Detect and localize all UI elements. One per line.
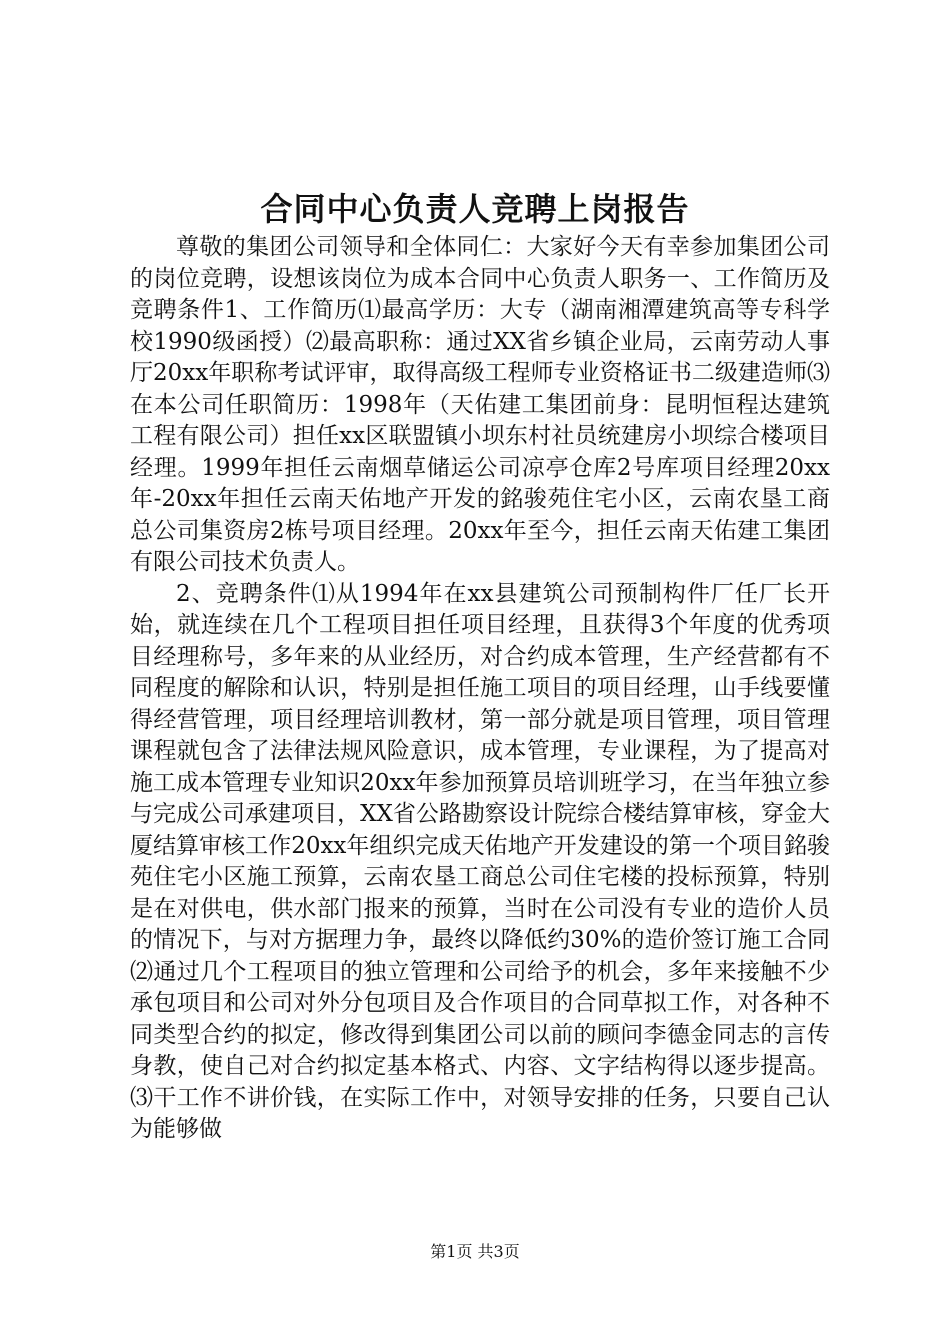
paragraph-qualifications: 2、竞聘条件⑴从1994年在xx县建筑公司预制构件厂任厂长开始，就连续在几个工程项目担任项目经理，且获得3个年度的优秀项目经理称号，多年来的从业经历，对合约成本管理，生产经营都有不同程度的解除和认识，特别是担任施工项目的项目经理，山手线要懂得经营管理，项目经理培训教材，第一部分就是项目管理，项目管理课程就包含了法律法规风险意识，成本管理，专业课程，为了提高对施工成本管理专业知识20xx年参加预算员培训班学习，在当年独立参与完成公司承建项目，XX省公路勘察设计院综合楼结算审核，穿金大厦结算审核工作20xx年组织完成天佑地产开发建设的第一个项目銘骏苑住宅小区施工预算，云南农垦工商总公司住宅楼的投标预算，特别是在对供电，供水部门报来的预算，当时在公司没有专业的造价人员的情况下，与对方据理力争，最终以降低约30%的造价签订施工合同⑵通过几个工程项目的独立管理和公司给予的机会，多年来接触不少承包项目和公司对外分包项目及合作项目的合同草拟工作，对各种不同类型合约的拟定，修改得到集团公司以前的顾问李德金同志的言传身教，使自己对合约拟定基本格式、内容、文字结构得以逐步提高。⑶干工作不讲价钱，在实际工作中，对领导安排的任务，只要自己认为能够做 [130,580,830,1142]
document-title: 合同中心负责人竞聘上岗报告 [260,190,690,228]
document-body [130,232,830,1146]
page-number-footer: 第1页 共3页 [430,1242,520,1261]
paragraph-work-history: 尊敬的集团公司领导和全体同仁：大家好今天有幸参加集团公司的岗位竞聘，设想该岗位为成本合同中心负责人职务一、工作简历及竞聘条件1、工作简历⑴最高学历：大专（湖南湘潭建筑高等专科学校1990级函授）⑵最高职称：通过XX省乡镇企业局，云南劳动人事厅20xx年职称考试评审，取得高级工程师专业资格证书二级建造师⑶在本公司任职简历：1998年（天佑建工集团前身：昆明恒程达建筑工程有限公司）担任xx区联盟镇小坝东村社员统建房小坝综合楼项目经理。1999年担任云南烟草储运公司凉亭仓库2号库项目经理20xx年-20xx年担任云南天佑地产开发的銘骏苑住宅小区，云南农垦工商总公司集资房2栋号项目经理。20xx年至今，担任云南天佑建工集团有限公司技术负责人。 [130,234,830,575]
